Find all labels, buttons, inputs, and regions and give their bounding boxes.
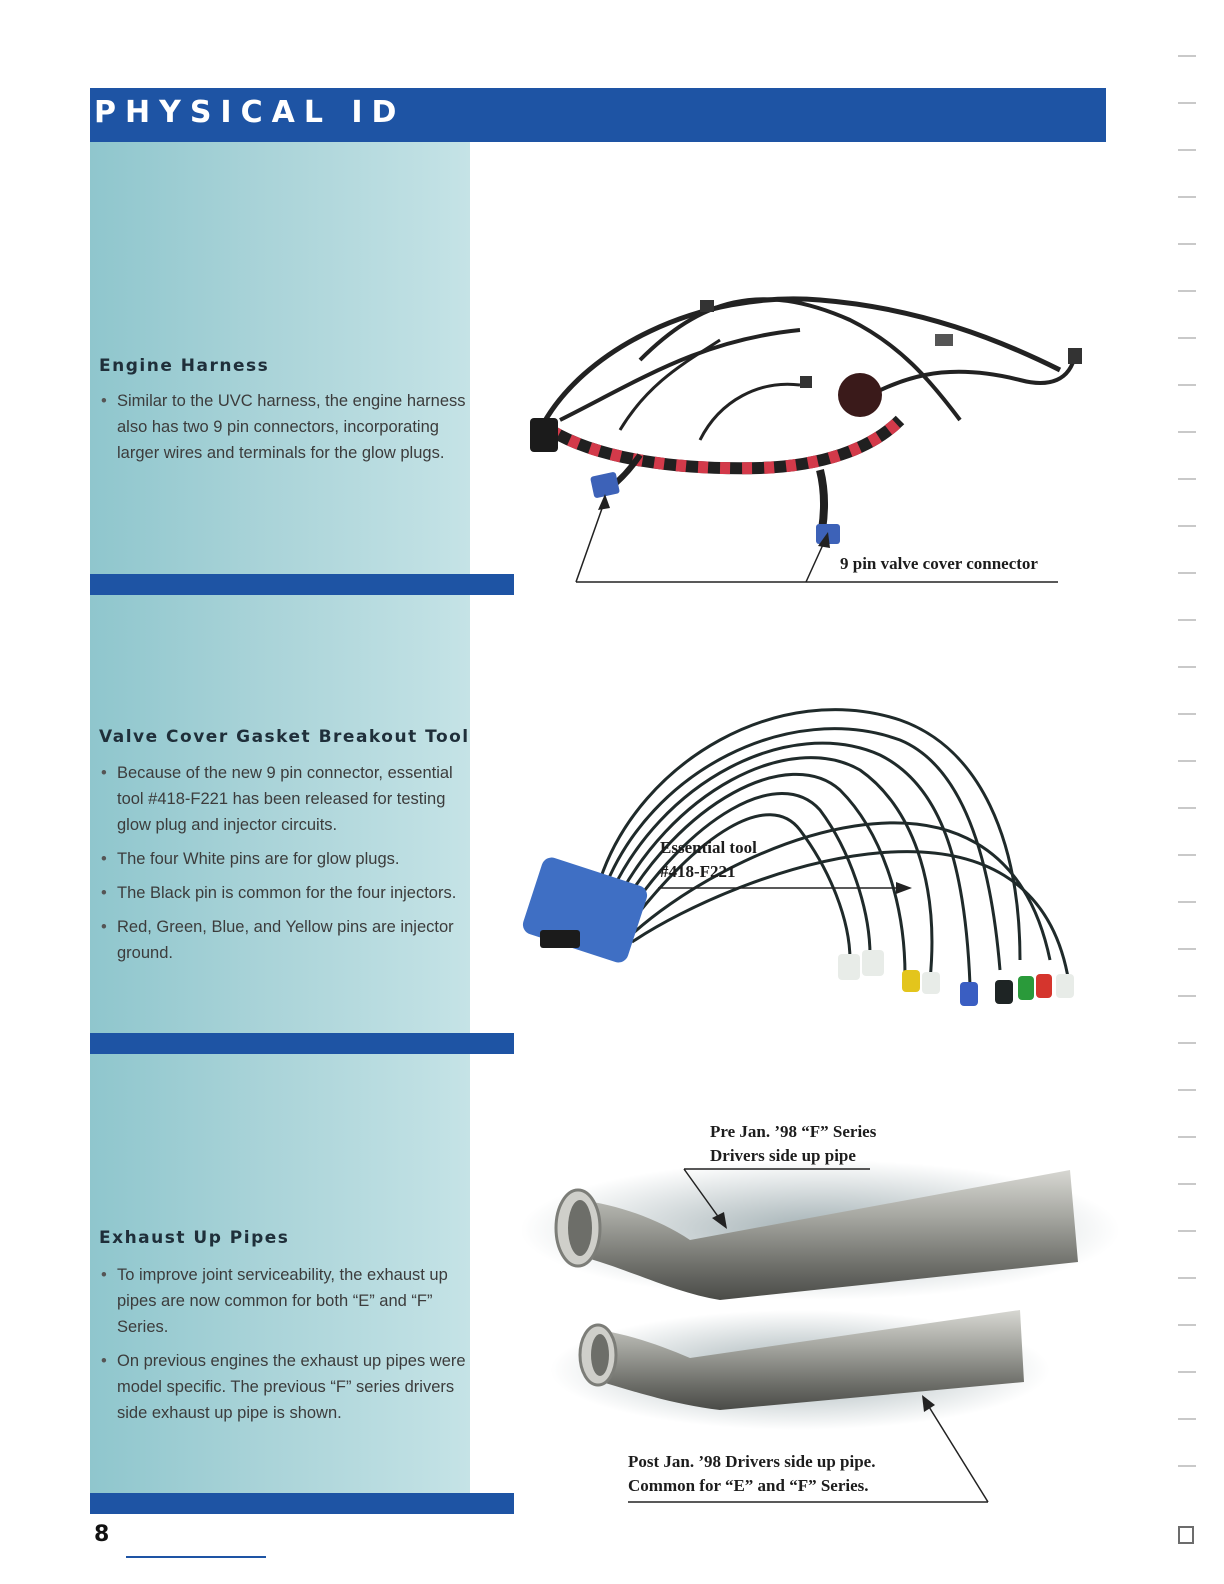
list-item: • The four White pins are for glow plugs. — [99, 846, 469, 872]
section-title-engine-harness: Engine Harness — [99, 356, 270, 376]
page-number: 8 — [94, 1522, 110, 1547]
post-pipe-caption-line-1: Post Jan. ’98 Drivers side up pipe. — [628, 1452, 876, 1471]
breakout-tool-icon — [520, 710, 1074, 1006]
post-pipe-caption-line-2: Common for “E” and “F” Series. — [628, 1476, 869, 1495]
section-title-exhaust-pipes: Exhaust Up Pipes — [99, 1228, 290, 1248]
tool-caption-line-1: Essential tool — [660, 838, 757, 857]
page-title: PHYSICAL ID — [94, 95, 406, 130]
section-title-breakout-tool: Valve Cover Gasket Breakout Tool — [99, 727, 470, 747]
pre-pipe-caption-line-2: Drivers side up pipe — [710, 1146, 856, 1165]
connector-caption: 9 pin valve cover connector — [840, 554, 1038, 573]
tab-box — [1178, 1526, 1194, 1544]
pre-pipe-caption-line-1: Pre Jan. ’98 “F” Series — [710, 1122, 877, 1141]
list-item: • Similar to the UVC harness, the engine harness also has two 9 pin connectors, incorporating larger wires and terminals for the glow plugs. — [99, 388, 469, 466]
list-item: • The Black pin is common for the four injectors. — [99, 880, 469, 906]
list-item: • Because of the new 9 pin connector, essential tool #418-F221 has been released for testing glow plug and injector circuits. — [99, 760, 469, 838]
binding-marks — [1178, 56, 1196, 1466]
exhaust-pipes-icon — [520, 1160, 1120, 1430]
footer-line — [126, 1556, 266, 1558]
harness-icon — [530, 299, 1082, 544]
list-item: • Red, Green, Blue, and Yellow pins are injector ground. — [99, 914, 469, 966]
list-item: • To improve joint serviceability, the exhaust up pipes are now common for both “E” and “F” Series. — [99, 1262, 469, 1340]
list-item: • On previous engines the exhaust up pipes were model specific. The previous “F” series drivers side exhaust up pipe is shown. — [99, 1348, 469, 1426]
tool-caption-line-2: #418-F221 — [660, 862, 736, 881]
